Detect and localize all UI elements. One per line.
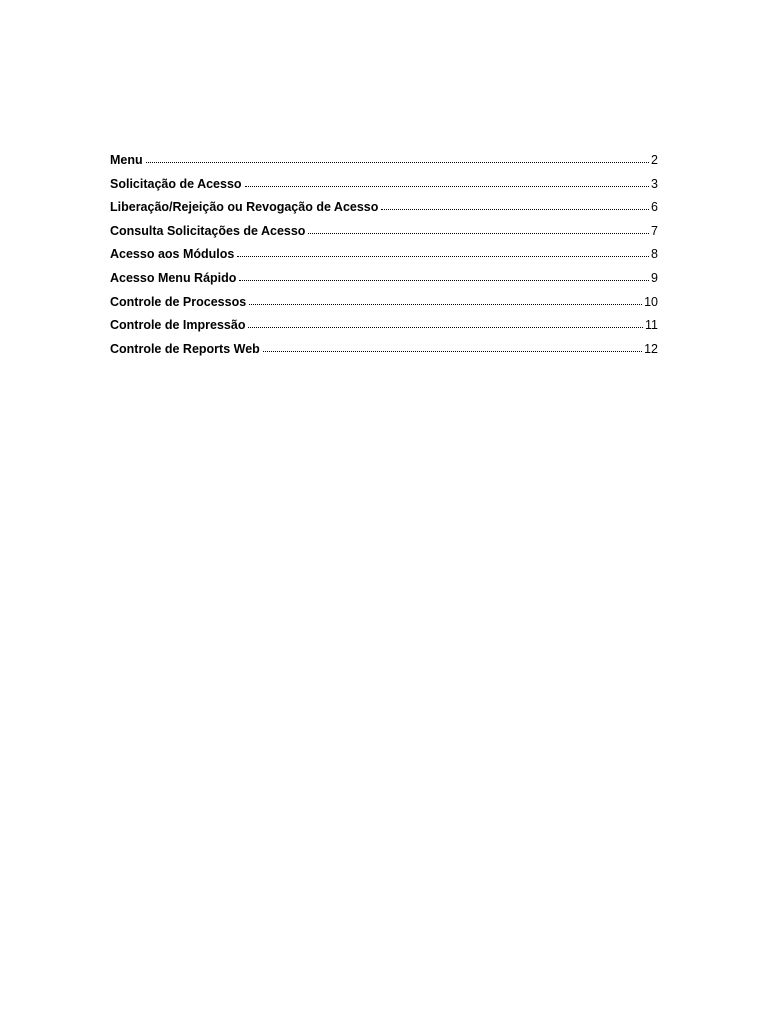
toc-entry-title: Acesso Menu Rápido <box>110 270 237 285</box>
toc-dot-leader <box>263 341 642 353</box>
toc-dot-leader <box>146 152 649 164</box>
toc-entry-liberacao-rejeicao-revogacao[interactable] <box>110 197 658 221</box>
toc-entry-page-number: 12 <box>644 341 658 356</box>
toc-entry-title: Solicitação de Acesso <box>110 176 242 191</box>
toc-entry-title: Consulta Solicitações de Acesso <box>110 223 306 238</box>
toc-entry-page-number: 8 <box>651 247 658 262</box>
toc-entry-page-number: 2 <box>651 153 658 167</box>
toc-entry-page-number: 11 <box>645 318 658 333</box>
toc-entry-title: Liberação/Rejeição ou Revogação de Acesso <box>110 200 379 215</box>
toc-dot-leader <box>248 317 643 329</box>
toc-entry-controle-de-reports-web[interactable] <box>110 339 658 363</box>
toc-entry-title: Controle de Impressão <box>110 318 246 333</box>
toc-entry-page-number: 10 <box>644 294 658 309</box>
table-of-contents <box>110 150 658 362</box>
toc-entry-solicitacao-de-acesso[interactable] <box>110 174 658 198</box>
toc-dot-leader <box>381 199 649 211</box>
toc-entry-page-number: 3 <box>651 176 658 191</box>
toc-entry-title: Controle de Processos <box>110 294 247 309</box>
toc-entry-title: Acesso aos Módulos <box>110 247 235 262</box>
toc-dot-leader <box>237 246 649 258</box>
toc-dot-leader <box>245 176 650 188</box>
toc-entry-title: Menu <box>110 153 143 167</box>
toc-entry-acesso-menu-rapido[interactable] <box>110 268 658 292</box>
toc-dot-leader <box>239 270 649 282</box>
toc-entry-controle-de-impressao[interactable] <box>110 315 658 339</box>
toc-entry-page-number: 7 <box>651 223 658 238</box>
toc-entry-menu[interactable] <box>110 150 658 174</box>
toc-entry-title: Controle de Reports Web <box>110 341 260 356</box>
toc-entry-page-number: 6 <box>651 200 658 215</box>
toc-dot-leader <box>249 294 642 306</box>
toc-entry-page-number: 9 <box>651 270 658 285</box>
toc-entry-consulta-solicitacoes[interactable] <box>110 221 658 245</box>
toc-dot-leader <box>308 223 649 235</box>
toc-entry-controle-de-processos[interactable] <box>110 292 658 316</box>
toc-entry-acesso-aos-modulos[interactable] <box>110 244 658 268</box>
